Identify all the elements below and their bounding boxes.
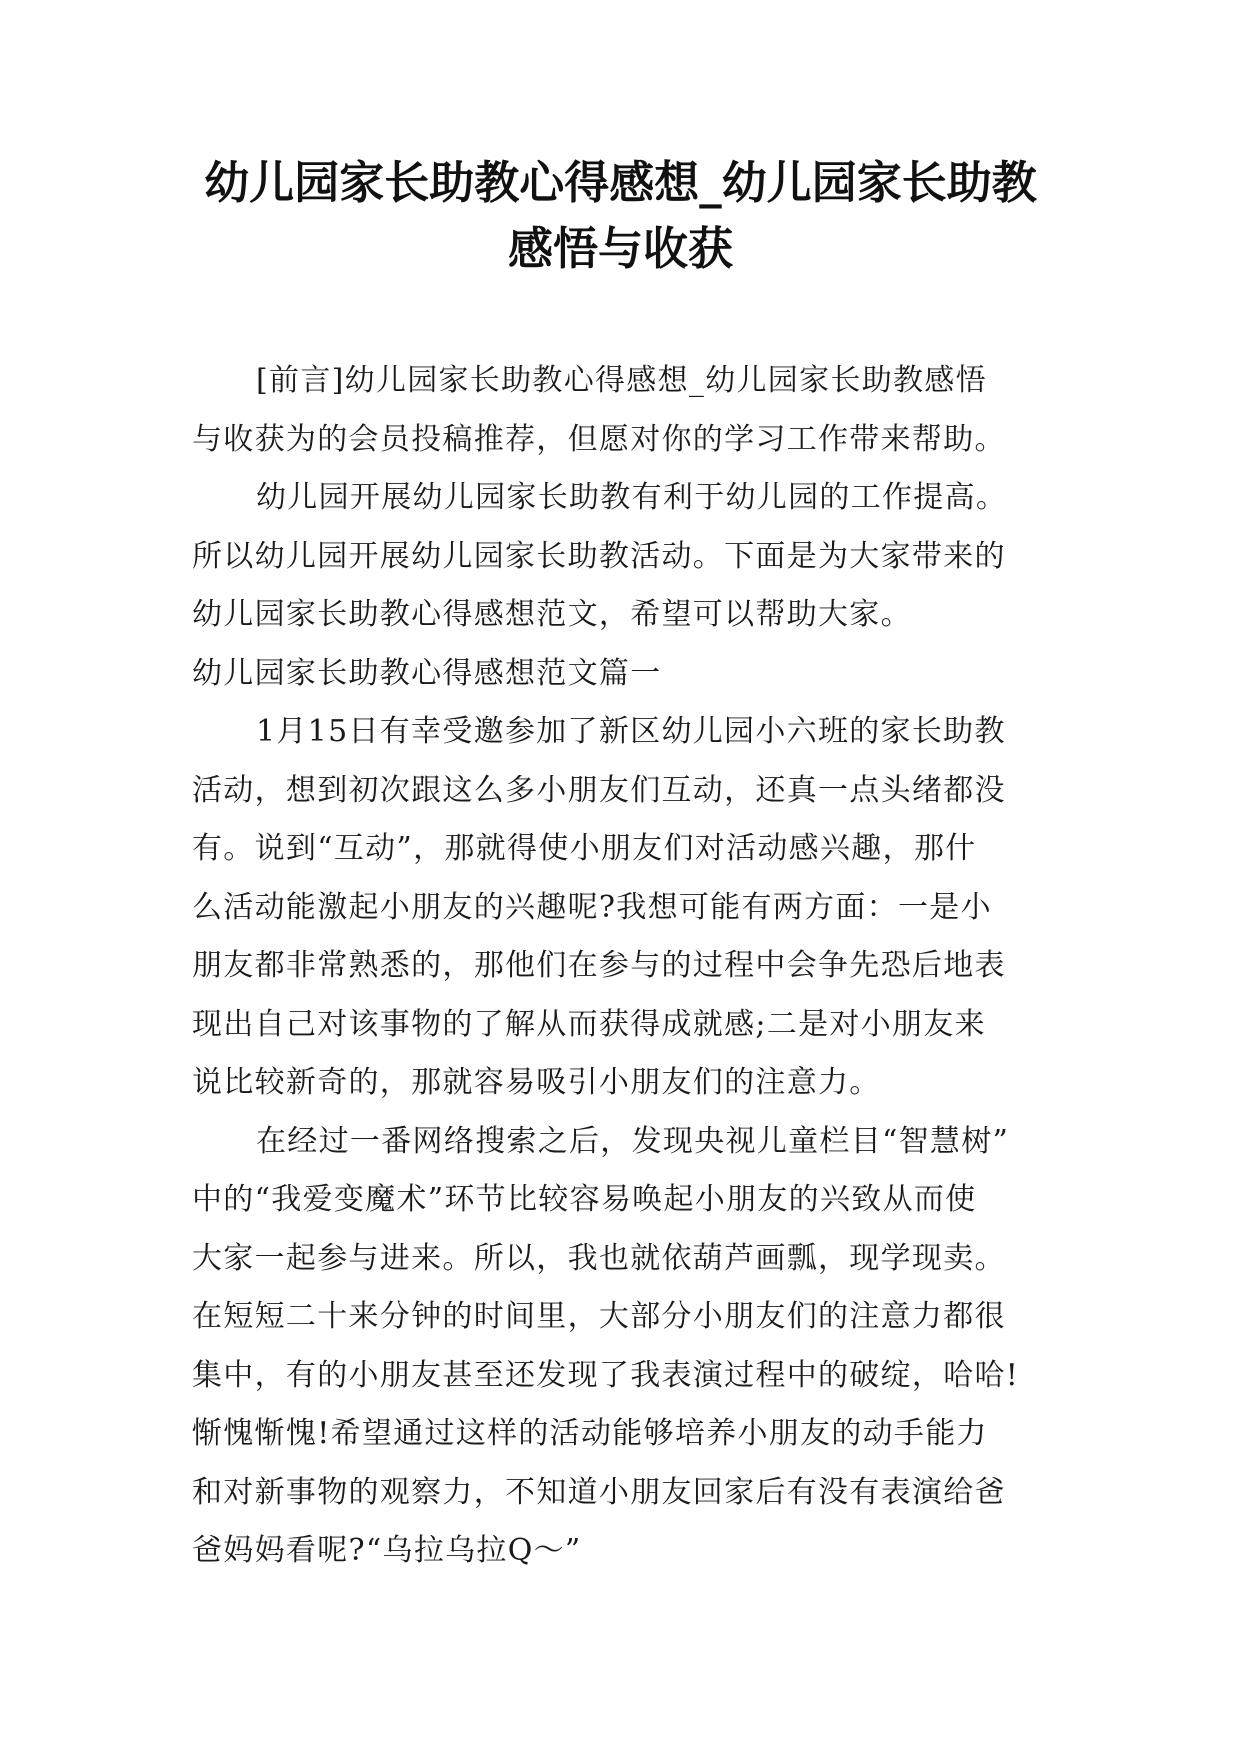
title-line-1: 幼儿园家长助教心得感想_幼儿园家长助教	[204, 156, 1037, 209]
body-line: 在短短二十来分钟的时间里，大部分小朋友们的注意力都很	[192, 1299, 1006, 1334]
body-line: 爸妈妈看呢?“乌拉乌拉Q～”	[192, 1533, 582, 1568]
body-line: 幼儿园家长助教心得感想范文篇一	[192, 655, 662, 691]
body-line: 与收获为的会员投稿推荐，但愿对你的学习工作带来帮助。	[192, 421, 1006, 457]
body-line: 说比较新奇的，那就容易吸引小朋友们的注意力。	[192, 1065, 881, 1100]
body-line: 幼儿园家长助教心得感想范文，希望可以帮助大家。	[192, 597, 912, 632]
body-line: 中的“我爱变魔术”环节比较容易唤起小朋友的兴致从而使	[192, 1182, 977, 1217]
body-line: 和对新事物的观察力，不知道小朋友回家后有没有表演给爸	[192, 1474, 1006, 1510]
body-line: 所以幼儿园开展幼儿园家长助教活动。下面是为大家带来的	[192, 538, 1006, 574]
body-line: 1月15日有幸受邀参加了新区幼儿园小六班的家长助教	[256, 714, 1006, 749]
body-line: 活动，想到初次跟这么多小朋友们互动，还真一点头绪都没	[192, 772, 1006, 808]
body-line: 朋友都非常熟悉的，那他们在参与的过程中会争先恐后地表	[192, 948, 1006, 983]
body-line: [前言]幼儿园家长助教心得感想_幼儿园家长助教感悟	[256, 363, 987, 398]
body-line: 么活动能激起小朋友的兴趣呢?我想可能有两方面：一是小	[192, 889, 992, 925]
body-line: 大家一起参与进来。所以，我也就依葫芦画瓢，现学现卖。	[192, 1240, 1006, 1276]
body-line: 惭愧惭愧!希望通过这样的活动能够培养小朋友的动手能力	[192, 1416, 988, 1451]
body-line: 现出自己对该事物的了解从而获得成就感;二是对小朋友来	[192, 1006, 986, 1042]
body-line: 在经过一番网络搜索之后，发现央视儿童栏目“智慧树”	[256, 1123, 1010, 1159]
document-body	[192, 352, 1060, 1581]
body-line: 集中，有的小朋友甚至还发现了我表演过程中的破绽，哈哈!	[192, 1357, 1020, 1393]
body-line: 有。说到“互动”，那就得使小朋友们对活动感兴趣，那什	[192, 831, 977, 866]
document-title	[150, 150, 1091, 282]
body-line: 幼儿园开展幼儿园家长助教有利于幼儿园的工作提高。	[256, 480, 1008, 515]
title-line-2: 感悟与收获	[507, 222, 733, 275]
